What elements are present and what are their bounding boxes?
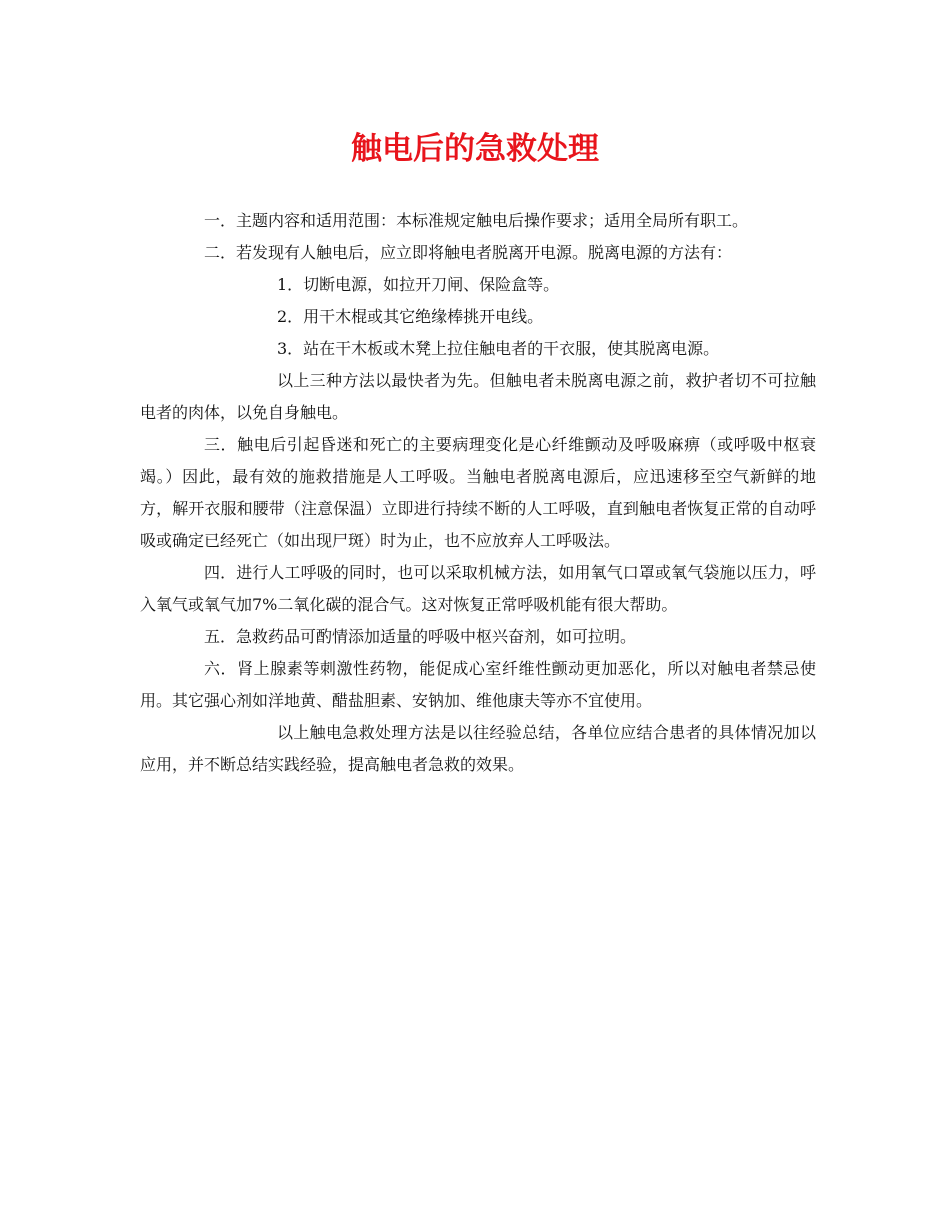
method-item-3: 3．站在干木板或木凳上拉住触电者的干衣服，使其脱离电源。 <box>277 339 720 358</box>
methods-note: 以上三种方法以最快者为先。但触电者未脱离电源之前，救护者切不可拉触电者的肉体，以免自身触电。 <box>140 371 816 422</box>
closing-note: 以上触电急救处理方法是以往经验总结，各单位应结合患者的具体情况加以应用，并不断总结实践经验，提高触电者急救的效果。 <box>140 723 816 774</box>
method-item-1: 1．切断电源，如拉开刀闸、保险盒等。 <box>277 275 560 294</box>
section-disconnect-power: 二．若发现有人触电后，应立即将触电者脱离开电源。脱离电源的方法有： <box>204 243 733 262</box>
section-contraindicated-drugs: 六．肾上腺素等刺激性药物，能促成心室纤维性颤动更加恶化，所以对触电者禁忌使用。其它强心剂如洋地黄、醋盐胆素、安钠加、维他康夫等亦不宜使用。 <box>140 659 816 710</box>
section-scope: 一．主题内容和适用范围：本标准规定触电后操作要求；适用全局所有职工。 <box>204 211 749 230</box>
section-artificial-respiration: 三．触电后引起昏迷和死亡的主要病理变化是心纤维颤动及呼吸麻痹（或呼吸中枢衰竭。）因此，最有效的施救措施是人工呼吸。当触电者脱离电源后，应迅速移至空气新鲜的地方，解开衣服和腰带（注意保温）立即进行持续不断的人工呼吸，直到触电者恢复正常的自动呼吸或确定已经死亡（如出现尸斑）时为止，也不应放弃人工呼吸法。 <box>140 435 816 550</box>
section-mechanical-methods: 四．进行人工呼吸的同时，也可以采取机械方法，如用氧气口罩或氧气袋施以压力，呼入氧气或氧气加7%二氧化碳的混合气。这对恢复正常呼吸机能有很大帮助。 <box>140 563 816 614</box>
document-title: 触电后的急救处理 <box>351 131 599 167</box>
document-body <box>140 205 816 781</box>
section-first-aid-drugs: 五．急救药品可酌情添加适量的呼吸中枢兴奋剂，如可拉明。 <box>204 627 637 646</box>
method-item-2: 2．用干木棍或其它绝缘棒挑开电线。 <box>277 307 544 326</box>
